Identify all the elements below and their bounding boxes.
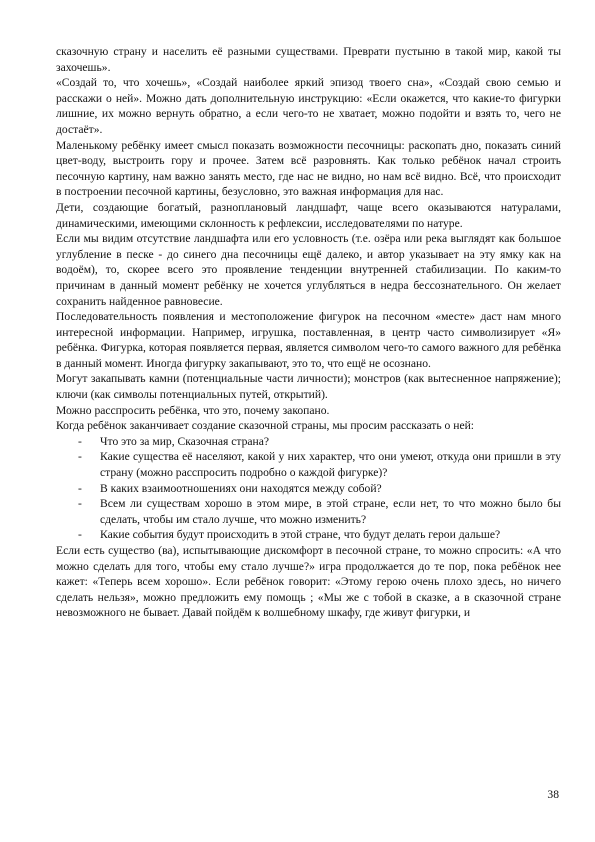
list-item [56, 449, 561, 480]
paragraph: «Создай то, что хочешь», «Создай наиболее яркий эпизод твоего сна», «Создай свою семью и расскажи о ней». Можно дать дополнительную инструкцию: «Если окажется, что какие-то фигурки лишние, их можно вернуть обратно, а если чего-то не хватает, можно подойти и взять то, чего не достаёт». [56, 76, 561, 136]
list-item-text: Всем ли существам хорошо в этом мире, в этой стране, если нет, то что можно было бы сделать, чтобы им стало лучше, что можно изменить? [100, 497, 561, 526]
list-item [56, 481, 561, 497]
list-item [56, 434, 561, 450]
document-body [56, 44, 561, 621]
list-marker: - [78, 450, 82, 464]
list-item [56, 527, 561, 543]
paragraph: Последовательность появления и местоположение фигурок на песочном «месте» даст нам много интересной информации. Например, игрушка, поставленная, в центр часто символизирует «Я» ребёнка. Фигурка, которая появляется первая, является символом чего-то самого важного для ребёнка в данный момент. Иногда фигурку закапывают, это то, что ещё не осознано. [56, 310, 561, 370]
paragraph: сказочную страну и населить её разными существами. Преврати пустыню в такой мир, какой ты захочешь». [56, 45, 561, 74]
paragraph: Могут закапывать камни (потенциальные части личности); монстров (как вытесненное напряжение); ключи (как символы потенциальных путей, открытий). [56, 372, 561, 402]
list-item-text: Какие события будут происходить в этой стране, что будут делать герои дальше? [100, 528, 501, 542]
paragraph: Если мы видим отсутствие ландшафта или его условность (т.е. озёра или река выглядят как большое углубление в песке - до синего дна песочницы ещё далеко, и автор указывает на эту ямку как на водоём), то, скорее всего это проявление тенденции внутренней стабилизации. По каким-то причинам в данный момент ребёнку не хочется углубляться в недра бессознательного. Он желает сохранить найденное равновесие. [56, 232, 561, 308]
list-item [56, 496, 561, 527]
list-marker: - [78, 434, 82, 448]
question-list [56, 434, 561, 543]
page-number: 38 [547, 788, 559, 801]
paragraph: Дети, создающие богатый, разноплановый ландшафт, чаще всего оказываются натуралами, динамическими, имеющими склонность к рефлексии, исследователями по натуре. [56, 200, 561, 230]
list-item-text: В каких взаимоотношениях они находятся между собой? [100, 481, 382, 495]
list-item-text: Какие существа её населяют, какой у них характер, что они умеют, откуда они пришли в эту страну (можно расспросить подробно о каждой фигурке)? [100, 450, 561, 480]
list-marker: - [78, 497, 82, 511]
paragraph: Можно расспросить ребёнка, что это, почему закопано. [56, 403, 330, 417]
list-marker: - [78, 481, 82, 495]
paragraph: Когда ребёнок заканчивает создание сказочной страны, мы просим рассказать о ней: [56, 419, 475, 433]
list-marker: - [78, 528, 82, 542]
paragraph: Маленькому ребёнку имеет смысл показать возможности песочницы: раскопать дно, показать синий цвет-воду, выстроить гору и прочее. Затем всё разровнять. Как только ребёнок начал строить песочную картину, нам важно занять место, где нас не видно, но нам всё видно. Всё, что происходит в построении песочной картины, безусловно, это важная информация для нас. [56, 138, 561, 199]
paragraph: Если есть существо (ва), испытывающие дискомфорт в песочной стране, то можно спросить: «А что можно сделать для того, чтобы ему стало лучше?» игра продолжается до те пор, пока ребёнок нее кажет: «Теперь всем хорошо». Если ребёнок говорит: «Этому герою очень плохо здесь, но ничего сделать нельзя», можно предложить ему помощь ; «Мы же с тобой в сказке, а в сказочной стране невозможного не бывает. Давай пойдём к волшебному шкафу, где живут фигурки, и [56, 544, 561, 620]
list-item-text: Что это за мир, Сказочная страна? [100, 434, 270, 448]
